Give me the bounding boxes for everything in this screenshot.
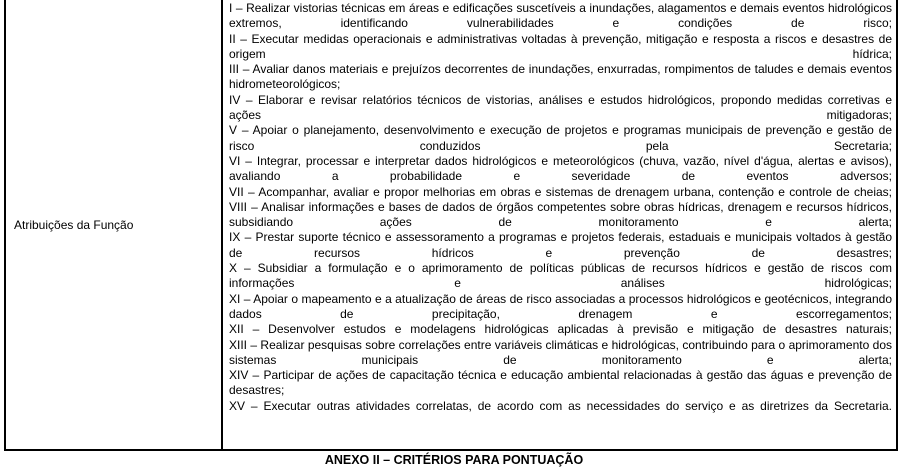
annex-heading-clipped: ANEXO II – CRITÉRIOS PARA PONTUAÇÃO — [324, 453, 584, 467]
attributions-table — [4, 0, 898, 451]
attribution-item: X – Subsidiar a formulação e o aprimoramento de políticas públicas de recursos hídricos e gestão de riscos com informações e análises hidrológicas; — [229, 261, 892, 291]
attribution-item: III – Avaliar danos materiais e prejuízos decorrentes de inundações, enxurradas, rompimentos de taludes e demais eventos hidrometeorológicos; — [229, 62, 892, 92]
attribution-item: XII – Desenvolver estudos e modelagens hidrológicas aplicadas à previsão e mitigação de desastres naturais; — [229, 322, 892, 337]
attribution-item: I – Realizar vistorias técnicas em áreas e edificações suscetíveis a inundações, alagamentos e demais eventos hidrológicos extremos, identificando vulnerabilidades e condições de risco; — [229, 1, 892, 31]
attribution-item: XIV – Participar de ações de capacitação técnica e educação ambiental relacionadas à gestão das águas e prevenção de desastres; — [229, 368, 892, 398]
attribution-item: XI – Apoiar o mapeamento e a atualização de áreas de risco associadas a processos hidrológicos e geotécnicos, integrando dados de precipitação, drenagem e escorregamentos; — [229, 291, 892, 321]
attributions-list — [229, 1, 892, 414]
attribution-item: XV – Executar outras atividades correlatas, de acordo com as necessidades do serviço e as diretrizes da Secretaria. — [229, 398, 892, 413]
row-label: Atribuições da Função — [14, 217, 134, 232]
attribution-item: XIII – Realizar pesquisas sobre correlações entre variáveis climáticas e hidrológicas, contribuindo para o aprimoramento dos sistemas municipais de monitoramento e alerta; — [229, 337, 892, 367]
attribution-item: IX – Prestar suporte técnico e assessoramento a programas e projetos federais, estaduais e municipais voltados à gestão de recursos hídricos e prevenção de desastres; — [229, 230, 892, 260]
attribution-item: VIII – Analisar informações e bases de dados de órgãos competentes sobre obras hídricas, drenagem e recursos hídricos, subsidiando ações de monitoramento e alerta; — [229, 199, 892, 230]
attribution-item: VI – Integrar, processar e interpretar dados hidrológicos e meteorológicos (chuva, vazão, nível d'água, alertas e avisos), avaliando a probabilidade e severidade de eventos adversos; — [229, 153, 892, 184]
attribution-item: II – Executar medidas operacionais e administrativas voltadas à prevenção, mitigação e resposta a riscos e desastres de origem hídrica; — [229, 31, 892, 61]
attribution-item: VII – Acompanhar, avaliar e propor melhorias em obras e sistemas de drenagem urbana, contenção e controle de cheias; — [229, 184, 892, 199]
attribution-item: IV – Elaborar e revisar relatórios técnicos de vistorias, análises e estudos hidrológicos, propondo medidas corretivas e ações mitigadoras; — [229, 92, 892, 123]
attributions-cell — [223, 0, 896, 449]
attribution-item: V – Apoiar o planejamento, desenvolvimento e execução de projetos e programas municipais de prevenção e gestão de risco conduzidos pela Secretaria; — [229, 123, 892, 153]
row-header-cell — [6, 0, 223, 449]
